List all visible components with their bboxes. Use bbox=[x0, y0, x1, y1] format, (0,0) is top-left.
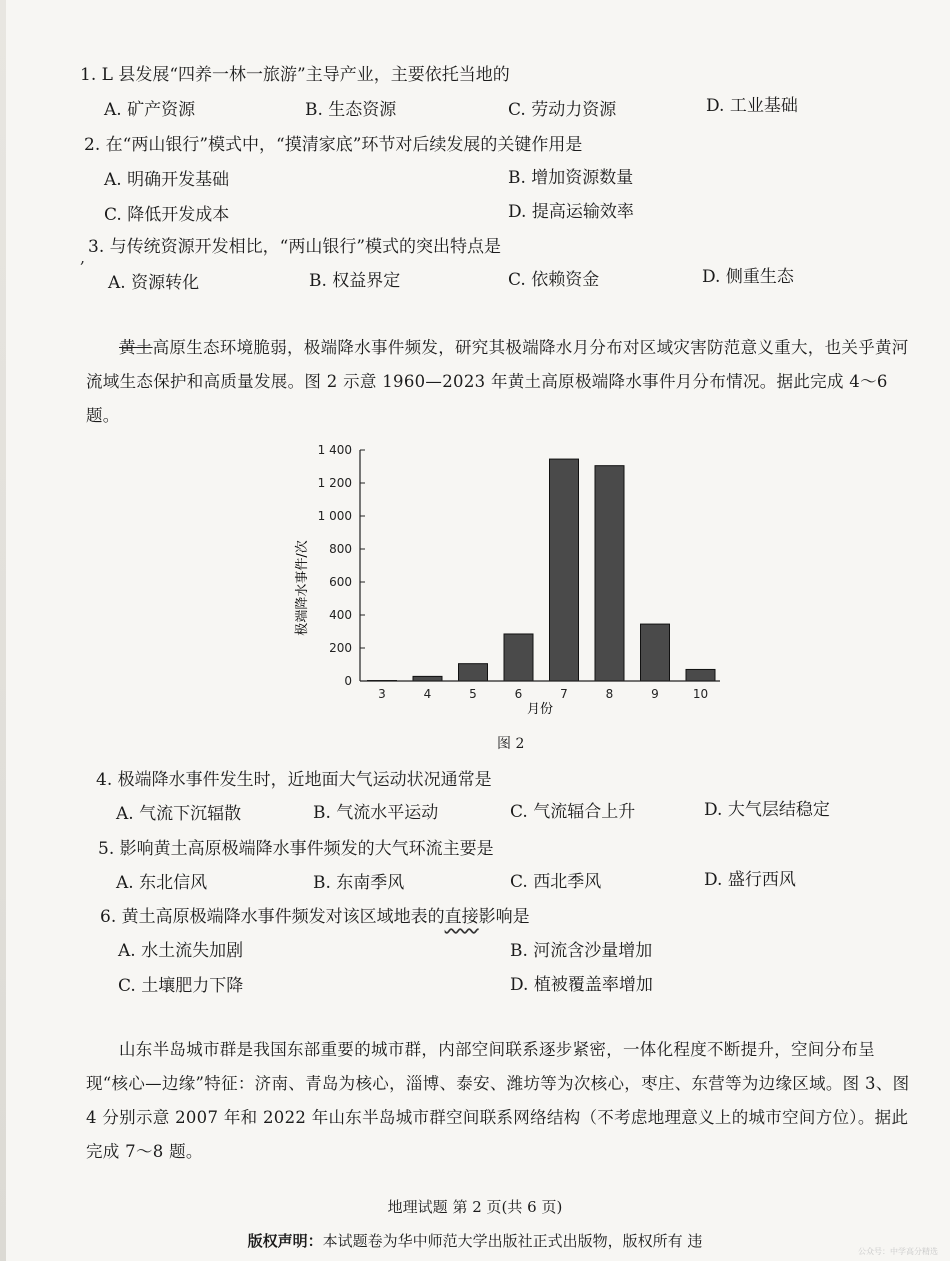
bar-10 bbox=[686, 669, 715, 681]
q5-option-d[interactable]: D. 盛行西风 bbox=[704, 870, 796, 890]
q6-option-c[interactable]: C. 土壤肥力下降 bbox=[118, 976, 244, 996]
q6-option-b[interactable]: B. 河流含沙量增加 bbox=[510, 941, 653, 961]
q3-option-d[interactable]: D. 侧重生态 bbox=[702, 267, 794, 287]
x-tick-label: 6 bbox=[514, 687, 523, 701]
q1-option-d[interactable]: D. 工业基础 bbox=[706, 96, 798, 116]
x-tick-label: 9 bbox=[651, 687, 659, 701]
scan-edge bbox=[0, 0, 6, 1261]
copyright-text: 本试题卷为华中师范大学出版社正式出版物，版权所有 违 bbox=[322, 1232, 703, 1250]
copyright-notice bbox=[0, 1230, 950, 1251]
bar-5 bbox=[459, 664, 488, 681]
x-tick-label: 3 bbox=[378, 687, 386, 701]
q4-option-a[interactable]: A. 气流下沉辐散 bbox=[116, 804, 242, 824]
x-tick-label: 8 bbox=[605, 687, 614, 701]
q6-option-d[interactable]: D. 植被覆盖率增加 bbox=[510, 975, 653, 995]
q6-option-a[interactable]: A. 水土流失加剧 bbox=[118, 941, 244, 961]
q5-option-c[interactable]: C. 西北季风 bbox=[510, 872, 602, 892]
y-tick-label: 0 bbox=[344, 674, 352, 688]
bar-6 bbox=[504, 634, 533, 681]
q6-stem-part2: 影响是 bbox=[478, 907, 530, 927]
question-4-stem: 4. 极端降水事件发生时，近地面大气运动状况通常是 bbox=[96, 770, 492, 790]
question-3-stem: 3. 与传统资源开发相比，“两山银行”模式的突出特点是 bbox=[88, 237, 502, 257]
margin-tick: , bbox=[80, 248, 86, 267]
q5-option-a[interactable]: A. 东北信风 bbox=[116, 873, 208, 893]
q3-option-c[interactable]: C. 依赖资金 bbox=[508, 270, 600, 290]
bar-9 bbox=[641, 624, 670, 681]
q2-option-a[interactable]: A. 明确开发基础 bbox=[104, 170, 230, 190]
y-tick-label: 400 bbox=[329, 608, 352, 622]
y-tick-label: 600 bbox=[329, 575, 352, 589]
x-tick-label: 5 bbox=[469, 687, 477, 701]
q3-option-a[interactable]: A. 资源转化 bbox=[108, 273, 200, 293]
q4-option-c[interactable]: C. 气流辐合上升 bbox=[510, 802, 636, 822]
q2-option-d[interactable]: D. 提高运输效率 bbox=[508, 202, 634, 222]
y-tick-label: 200 bbox=[329, 641, 352, 655]
extreme-precip-bar-chart bbox=[290, 438, 730, 728]
q6-stem-part1: 6. 黄土高原极端降水事件频发对该区域地表的 bbox=[100, 907, 445, 927]
q6-emphasis-word: 直接 bbox=[444, 907, 479, 927]
x-tick-label: 7 bbox=[560, 687, 568, 701]
q3-option-b[interactable]: B. 权益界定 bbox=[309, 271, 401, 291]
y-tick-label: 1 000 bbox=[317, 509, 352, 523]
watermark: 公众号：中学高分精选 bbox=[858, 1247, 938, 1256]
q1-option-a[interactable]: A. 矿产资源 bbox=[104, 100, 196, 120]
q1-option-b[interactable]: B. 生态资源 bbox=[305, 100, 397, 120]
x-tick-label: 10 bbox=[692, 687, 709, 701]
q4-option-b[interactable]: B. 气流水平运动 bbox=[313, 803, 439, 823]
bar-8 bbox=[595, 466, 624, 681]
passage-shandong: 山东半岛城市群是我国东部重要的城市群，内部空间联系逐步紧密，一体化程度不断提升，空间分布呈现“核心—边缘”特征：济南、青岛为核心，淄博、泰安、潍坊等为次核心，枣庄、东营等为边缘区域。图 3、图 4 分别示意 2007 年和 2022 年山东半岛城市群空间联系网络结构（不考虑地理意义上的城市空间方位）。据此完成 7～8 题。 bbox=[86, 1040, 910, 1161]
copyright-label: 版权声明： bbox=[247, 1232, 323, 1250]
y-tick-label: 800 bbox=[329, 542, 352, 556]
question-6-stem bbox=[100, 902, 530, 927]
question-1-stem: 1. L 县发展“四养一林一旅游”主导产业，主要依托当地的 bbox=[80, 65, 510, 85]
passage-loess-plateau bbox=[86, 331, 912, 433]
y-tick-label: 1 400 bbox=[317, 443, 352, 457]
x-tick-label: 4 bbox=[423, 687, 432, 701]
question-5-stem: 5. 影响黄土高原极端降水事件频发的大气环流主要是 bbox=[98, 839, 494, 859]
chart-xlabel: 月份 bbox=[526, 702, 554, 717]
bar-7 bbox=[550, 459, 579, 681]
page-footer: 地理试题 第 2 页(共 6 页) bbox=[387, 1198, 563, 1216]
bar-4 bbox=[413, 676, 442, 681]
q2-option-c[interactable]: C. 降低开发成本 bbox=[104, 205, 230, 225]
struck-word: 黄土 bbox=[119, 338, 153, 357]
passage-1-text: 高原生态环境脆弱，极端降水事件频发，研究其极端降水月分布对区域灾害防范意义重大，也关乎黄河流域生态保护和高质量发展。图 2 示意 1960—2023 年黄土高原极端降水事件月分布情况。据此完成 4～6 题。 bbox=[86, 338, 909, 425]
figure-caption: 图 2 bbox=[497, 736, 525, 752]
q4-option-d[interactable]: D. 大气层结稳定 bbox=[704, 800, 830, 820]
y-tick-label: 1 200 bbox=[317, 476, 352, 490]
q2-option-b[interactable]: B. 增加资源数量 bbox=[508, 168, 634, 188]
q1-option-c[interactable]: C. 劳动力资源 bbox=[508, 100, 617, 120]
q5-option-b[interactable]: B. 东南季风 bbox=[313, 873, 405, 893]
chart-ylabel: 极端降水事件/次 bbox=[295, 540, 310, 636]
question-2-stem: 2. 在“两山银行”模式中，“摸清家底”环节对后续发展的关键作用是 bbox=[84, 135, 583, 155]
